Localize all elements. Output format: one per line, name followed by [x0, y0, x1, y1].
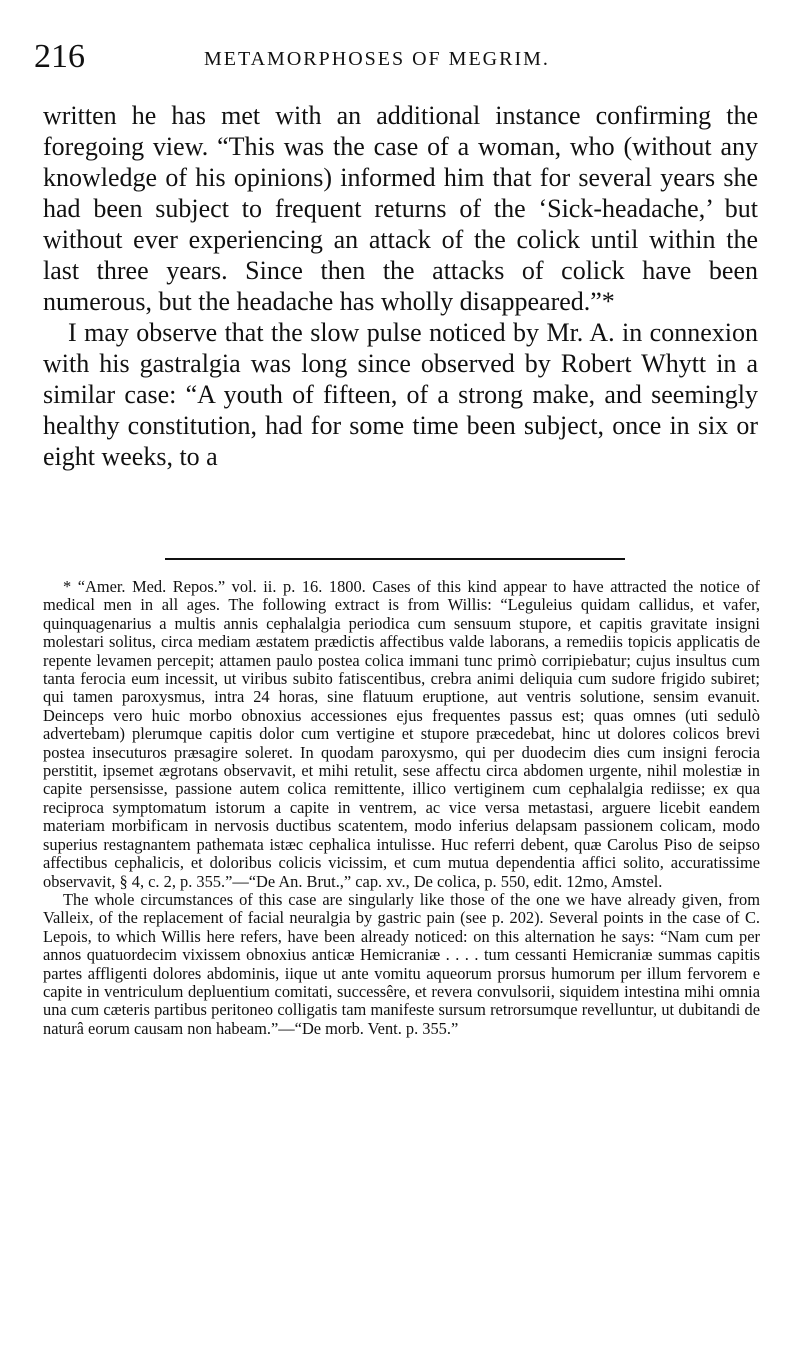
- page-header: [34, 30, 764, 80]
- main-text: [43, 100, 758, 472]
- footnote-paragraph: * “Amer. Med. Repos.” vol. ii. p. 16. 1800. Cases of this kind appear to have attracted the notice of medical men in all ages. The following extract is from Willis: “Leguleius quidam callidus, et vafer, quinquagenarius a multis annis cephalalgia periodica cum sensuum stupore, et capitis gravitate insigni molestari solitus, circa mediam æstatem prædictis affectibus valde laborans, a remediis topicis applicatis de repente levamen percepit; attamen paulo postea colica immani tunc primò corripiebatur; cujus insultus cum tanta ferocia eum incessit, ut viribus subito fatiscentibus, crebra animi deliquia cum sudore frigido subiret; qui tamen paroxysmus, intra 24 horas, sine flatuum eruptione, aut ventris solutione, sensim evanuit. Deinceps vero huic morbo obnoxius accessiones ejus frequentes passus est; quas omnes (uti sedulò advertebam) plerumque capitis dolor cum vertigine et stupore præcedebat, hinc ut dolores colicos brevi postea insecuturos præsagire soleret. In quodam paroxysmo, qui per duodecim dies cum insigni ferocia perstitit, ipsemet ægrotans observavit, et mihi retulit, sese affectu circa abdomen urgente, nihil molestiæ in capite persensisse, passione autem colica remittente, illico vertiginem cum cephalalgia rediisse; ex qua reciproca symptomatum istorum a capite in ventrem, ac vice versa metastasi, arguere licebit eandem materiam morbificam in nervosis ductibus scatentem, modo inferius delapsam passionem colicam, modo superius restagnantem pathemata istæc cephalica intulisse. Huc referri debent, quæ Carolus Piso de seipso affectibus cephalicis, et doloribus colicis vicissim, et cum mutua dependentia affici solito, accuratissime observavit, § 4, c. 2, p. 355.”—“De An. Brut.,” cap. xv., De colica, p. 550, edit. 12mo, Amstel.: [43, 577, 760, 891]
- footnote-paragraph: The whole circumstances of this case are singularly like those of the one we have already given, from Valleix, of the replacement of facial neuralgia by gastric pain (see p. 202). Several points in the case of C. Lepois, to which Willis here refers, have been already noticed: on this alternation he says: “Nam cum per annos quatuordecim vixissem obnoxius anticæ Hemicraniæ . . . . tum cessanti Hemicraniæ summas capitis partes affligenti dolores abdominis, iique ut ante vomitu aqueorum prorsus humorum per illum fervorem e capite in ventriculum depluentium comitati, successêre, et revera convulsorii, siquidem intestina mihi omnia una cum cæteris partibus peritoneo colligatis tam manifeste sursum retrorsumque revelluntur, ut dubitandi de naturâ eorum causam non habeam.”—“De morb. Vent. p. 355.”: [43, 889, 760, 1038]
- page-number: 216: [34, 38, 85, 75]
- footnote-divider: [165, 558, 625, 560]
- body-paragraph: written he has met with an additional instance confirming the foregoing view. “This was the case of a woman, who (without any knowledge of his opinions) informed him that for several years she had been subject to frequent returns of the ‘Sick-headache,’ but without ever experiencing an attack of the colick until within the last three years. Since then the attacks of colick have been numerous, but the headache has wholly disappeared.”*: [43, 101, 758, 316]
- body-paragraph: I may observe that the slow pulse noticed by Mr. A. in connexion with his gastralgia was long since observed by Robert Whytt in a similar case: “A youth of fifteen, of a strong make, and seemingly healthy constitution, had for some time been subject, once in six or eight weeks, to a: [43, 318, 758, 471]
- running-head: METAMORPHOSES OF MEGRIM.: [204, 48, 550, 70]
- footnote-block: [43, 578, 760, 1038]
